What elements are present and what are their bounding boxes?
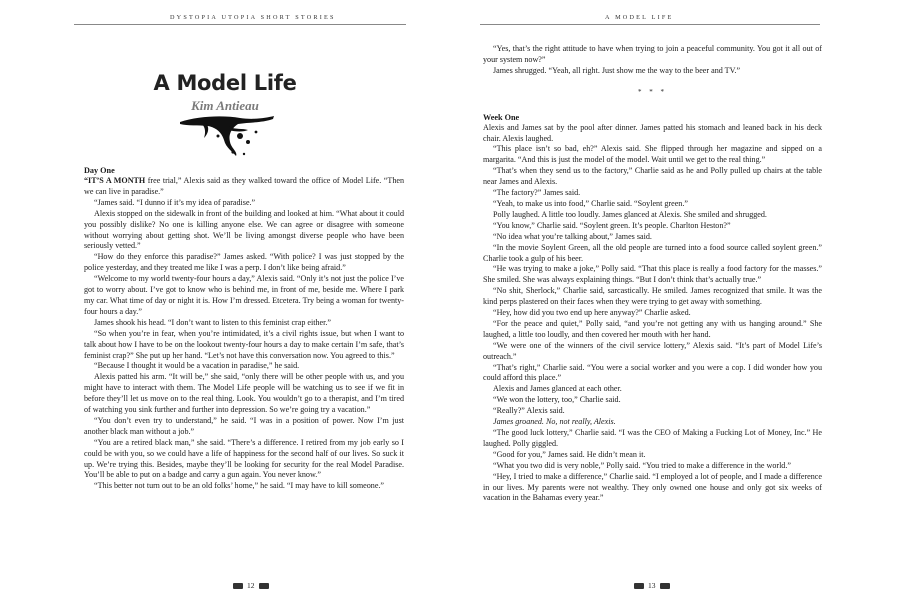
running-head-left: DYSTOPIA UTOPIA SHORT STORIES [170,14,336,21]
paragraph: “Welcome to my world twenty-four hours a day,” Alexis said. “Only it’s not just the police I’ve got to worry about. I’ve got to know who is behind me, in front of me, beside me. Where I park my car. What time of day or night it is. How I’m dressed. Etcetera. Try being a woman for twenty-four hours a day.” [84,274,404,316]
paragraph: “James said. “I dunno if it’s my idea of paradise.” [94,197,256,207]
paragraph: “Good for you,” James said. He didn’t mean it. [493,449,646,459]
paragraph: “This place isn’t so bad, eh?” Alexis said. She flipped through her magazine and sipped on a margarita. “And this is just the model of the model. Wait until we get to the real thing.” [483,144,822,165]
paragraph: “No idea what you’re talking about,” James said. [493,231,652,241]
ink-splash-ornament [178,112,276,160]
story-author: Kim Antieau [191,98,259,113]
paragraph: “No shit, Sherlock,” Charlie said, sarcastically. He smiled. James recognized that smile. It was the kind perps plastered on their faces when they were trying to get away with something. [483,286,822,307]
folio-ornament-icon [233,583,243,589]
section-heading-day-one: Day One [84,166,115,175]
paragraph: James groaned. No, not really, Alexis. [493,417,616,427]
paragraph: Alexis stopped on the sidewalk in front of the building and looked at him. “What about it could you possibly dislike? No one is killing anyone else. We can agree or disagree with someone without worrying about getting shot. We’ll be living amongst diverse people who have been seriously vetted.” [84,208,404,251]
paragraph: “What you two did is very noble,” Polly said. “You tried to make a difference in the world.” [493,460,791,470]
right-body-text [483,44,822,504]
lead-caps: “IT’S A MONTH [84,176,146,185]
folio-ornament-icon [660,583,670,589]
story-title: A Model Life [153,71,297,95]
paragraph: “We were one of the winners of the civil service lottery,” Alexis said. “It’s part of Model Life’s outreach.” [483,340,822,361]
section-heading-week-one: Week One [483,112,520,122]
page-number-right [634,581,670,590]
paragraph: “For the peace and quiet,” Polly said, “and you’re not getting any with us hanging around.” She laughed, a little too loudly, and then covered her mouth with her hand. [483,318,822,339]
paragraph: “Really?” Alexis said. [493,406,565,416]
header-rule-right [480,24,820,25]
left-body-text [84,165,404,492]
paragraph: “Hey, how did you two end up here anyway?” Charlie asked. [493,308,691,318]
paragraph: “That’s when they send us to the factory,” Charlie said as he and Polly pulled up chairs at the table near James and Alexis. [483,166,822,187]
paragraph: Alexis and James sat by the pool after dinner. James patted his stomach and leaned back in his deck chair. Alexis laughed. [483,122,822,143]
paragraph: “The good luck lottery,” Charlie said. “I was the CEO of Making a Fucking Lot of Money, Inc.” He laughed. Polly giggled. [483,428,822,448]
paragraph: “That’s right,” Charlie said. “You were a social worker and you were a cop. I did wonder how you could afford this place.” [483,362,822,383]
paragraph: “Because I thought it would be a vacation in paradise,” he said. [94,361,300,371]
running-head-right: A MODEL LIFE [605,14,674,21]
header-rule-left [74,24,406,25]
paragraph: “So when you’re in fear, when you’re intimidated, it’s a civil rights issue, but when I want to talk about how I have to be on the lookout twenty-four hours a day to make certain I’m safe, that’s feminist crap?” She put up her hand. “Let’s not have this conversation now. You agreed to this.” [84,328,404,360]
paragraph: “This better not turn out to be an old folks’ home,” he said. “I may have to kill someone.” [94,481,385,491]
page-number-left [233,581,269,590]
folio-ornament-icon [634,583,644,589]
lead-rest: free trial,” Alexis said as they walked toward the office of Model Life. “Then we can live in paradise.” [84,176,405,196]
paragraph: “How do they enforce this paradise?” James asked. “With police? I was just stopped by the police yesterday, and they treated me like I was a perp. I don’t like being afraid.” [84,252,404,273]
paragraph: “You don’t even try to understand,” he said. “I was in a position of power. Now I’m just another black man without a job.” [84,415,404,436]
folio-number: 12 [247,581,255,590]
paragraph: “He was trying to make a joke,” Polly said. “That this place is really a food factory for the masses.” She smiled. She was always explaining things. “But I don’t think that’s actually true.” [483,264,822,285]
paragraph: Polly laughed. A little too loudly. James glanced at Alexis. She smiled and shrugged. [493,209,767,219]
paragraph: “In the movie Soylent Green, all the old people are turned into a food source called soylent green.” Charlie took a gulp of his beer. [483,242,822,263]
paragraph: “Yes, that’s the right attitude to have when trying to join a peaceful community. You got it all out of your system now?” [483,44,822,64]
paragraph: “Yeah, to make us into food,” Charlie said. “Soylent green.” [493,198,688,208]
folio-ornament-icon [259,583,269,589]
opening-paragraph [84,176,404,198]
paragraph: “You are a retired black man,” she said. “There’s a difference. I retired from my job early so I could be with you, so we could have a life of happiness for the second half of our lives. So suck it up. We’re trying this. Besides, maybe they’ll be looking for security for the real Model Paradise. You’ll be able to put on a badge and carry a gun again. You never know.” [84,437,404,480]
paragraph: “Hey, I tried to make a difference,” Charlie said. “I employed a lot of people, and I made a difference in our lives. My parents were not wealthy. They only owned one house and only got six weeks of vacation in the Bahamas every year.” [483,471,822,503]
paragraph: “We won the lottery, too,” Charlie said. [493,395,621,405]
paragraph: “You know,” Charlie said. “Soylent green. It’s people. Charlton Heston?” [493,220,731,230]
paragraph: Alexis patted his arm. “It will be,” she said, “only there will be other people with us, and you might have to interact with them. The Model Life people will be watching us to see if we fit in before they’ll let us move on to the real thing. Look. You wouldn’t go to a therapist, and I’m tired of watching you sink further and further into depression. So we’re going try a vacation.” [84,372,404,415]
folio-number: 13 [648,581,656,590]
paragraph: James shook his head. “I don’t want to listen to this feminist crap either.” [94,317,331,327]
paragraph: James shrugged. “Yeah, all right. Just show me the way to the beer and TV.” [493,65,741,75]
right-page [450,0,900,600]
scene-separator: * * * [638,87,667,96]
paragraph: “The factory?” James said. [493,188,581,198]
paragraph: Alexis and James glanced at each other. [493,384,622,394]
